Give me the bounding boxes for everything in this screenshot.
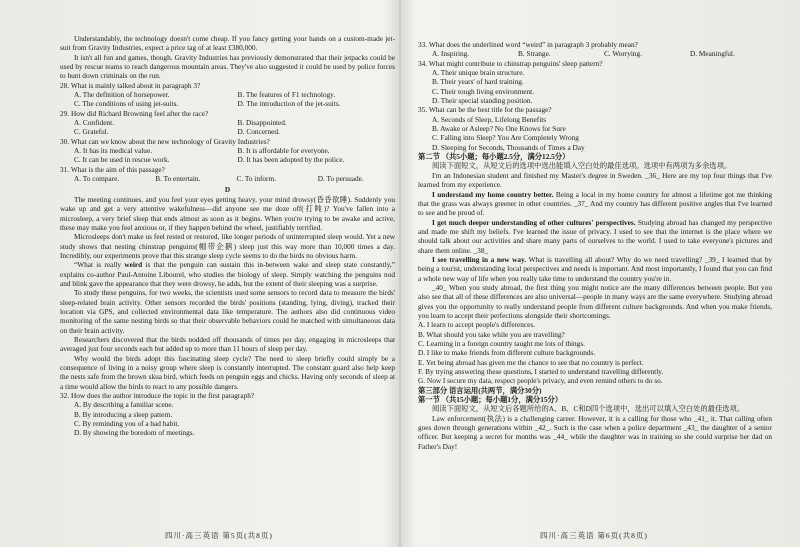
passage-d-quote-paragraph — [60, 260, 395, 288]
option: D. It has been adopted by the police. — [237, 155, 345, 165]
question-30: 30. What can we know about the new technology of Gravity Industries? — [60, 136, 270, 146]
topic-sentence: I see travelling in a new way. — [432, 254, 527, 264]
section1-instructions: 阅读下面短文，从短文后各题所给的A、B、C和D四个选项中，选出可以填入空白处的最佳选项。 — [432, 404, 745, 414]
option: D. To persuade. — [317, 174, 364, 184]
options-35 — [418, 115, 772, 152]
answer-choices — [418, 320, 772, 385]
option: B. It is affordable for everyone. — [237, 146, 330, 156]
option: C. To inform. — [236, 174, 276, 184]
article-paragraph-3 — [418, 255, 772, 283]
passage-d-paragraph: The meeting continues, and you feel your eyes getting heavy, your mind drowsy(昏昏欲睡). Suddenly you wake up and get a very attentive wakefulness—did anyone see me doze off(打盹)? You've fallen into a microsleep, a very brief sleep that ends almost as soon as it begins. When you're trying to be awake and active, these may make you feel anxious or, if they happen behind the wheel, justifiably terrified. — [60, 194, 395, 232]
section1-title: 第一节 （共15小题；每小题1分，满分15分） — [418, 395, 563, 405]
options-32 — [60, 400, 395, 437]
paragraph-text: What is travelling all about? Why do we need travelling? _39_ I learned that by being a tourist, understanding local perspectives and needs is important. And most importantly, I found that you can find a whole new way of life when you really take time to understand the country you're in. — [418, 254, 773, 283]
option: D. Meaningful. — [690, 49, 735, 59]
option: A. Confident. — [74, 118, 114, 128]
left-page-footer: 四川·高三英语 第5页(共8页) — [165, 531, 273, 540]
option: A. By describing a familiar scene. — [74, 400, 174, 410]
option: B. Awake or Asleep? No One Knows for Sure — [432, 124, 566, 134]
option: C. Their tough living environment. — [432, 86, 535, 96]
options-29 — [60, 118, 395, 137]
topic-sentence: I understand my home country better. — [432, 189, 554, 199]
option: A. Inspiring. — [432, 49, 470, 59]
question-28: 28. What is mainly talked about in paragraph 3? — [60, 80, 201, 90]
passage-d-paragraph: To study these penguins, for two weeks, the scientists used some sensors to record data to measure the birds' sleep-related brain activity. Other sensors recorded the birds' positions (standing, lying, diving), tracked their location via GPS, and collected environmental data like temperature. The authors also did continuous video monitoring of the same nesting birds so that their observable behaviors could be matched with simultaneous data on their brain activity. — [60, 288, 395, 335]
option: D. Concerned. — [237, 127, 280, 137]
article-paragraph-1 — [418, 190, 772, 218]
option: A. Their unique brain structure. — [432, 68, 525, 78]
choice: G. Now I secure my data, respect people's privacy, and even remind others to do so. — [418, 376, 663, 386]
quote-rest: is that the penguin can sustain this in-between wake and sleep state constantly,” explains co-author Paul-Antoine Libourel, who studies the biology of sleep. Simply watching the penguins nod and blink gave the appearance that they were drowsy, he adds, but the extent of their sleeping was a surprise. — [60, 260, 395, 288]
choice: D. I like to make friends from different culture backgrounds. — [418, 348, 596, 358]
option: A. To compare. — [74, 174, 120, 184]
choice: B. What should you take while you are travelling? — [418, 329, 565, 339]
passage-d-paragraph: Researchers discovered that the birds nodded off thousands of times per day, engaging in microsleeps that averaged just four seconds each but added up to more than 11 hours of sleep per day. — [60, 335, 395, 354]
question-34: 34. What might contribute to chinstrap penguins' sleep pattern? — [418, 58, 603, 68]
paragraph-text: Studying abroad has changed my perspective and made me shift my beliefs. I've learned the issue of privacy. I used to see that the internet is the place where we should talk about our activities and share many parts of ourselves to the world. I used to take everyone's pictures and share them online. _38_ — [418, 217, 772, 255]
intro-paragraph: Understandably, the technology doesn't come cheap. If you fancy getting your hands on a custom-made jet-suit from Gravity Industries, expect a price tag of at least £380,000. — [60, 34, 395, 53]
part3-title: 第三部分 语言运用(共两节，满分30分) — [418, 385, 542, 395]
passage-d-paragraph: Why would the birds adopt this fascinating sleep cycle? The need to sleep briefly could simply be a consequence of living in a noisy group where sleep is constantly interrupted. The constant guard also help keep the nests safe from the brown skua bird, which feeds on penguin eggs and chicks. Having only seconds of sleep at a time would allow the birds to react to any possible dangers. — [60, 353, 395, 391]
option: B. To entertain. — [155, 174, 201, 184]
options-31 — [60, 174, 395, 183]
underlined-word: weird — [124, 260, 143, 270]
option: B. Their years' of hard training. — [432, 77, 524, 87]
option: C. Falling into Sleep? You Are Completely Wrong — [432, 133, 579, 143]
option: B. The features of F1 technology. — [237, 90, 336, 100]
option: C. The conditions of using jet-suits. — [74, 99, 179, 109]
article-intro: I'm an Indonesian student and finished my Master's degree in Sweden. _36_ Here are my top four things that I've learned from my experience. — [418, 170, 772, 190]
page-fold — [399, 0, 401, 547]
option: A. It has its medical value. — [74, 146, 153, 156]
option: D. The introduction of the jet-suits. — [237, 99, 341, 109]
right-page-footer: 四川·高三英语 第6页(共8页) — [540, 531, 648, 540]
option: D. Sleeping for Seconds, Thousands of Times a Day — [432, 142, 585, 152]
question-35: 35. What can be the best title for the passage? — [418, 105, 552, 115]
option: D. By showing the boredom of meetings. — [74, 428, 195, 438]
question-31: 31. What is the aim of this passage? — [60, 164, 165, 174]
left-page — [60, 34, 395, 547]
question-33: 33. What does the underlined word “weird” in paragraph 3 probably mean? — [418, 40, 638, 49]
option: B. By introducing a sleep pattern. — [74, 409, 173, 419]
choice: E. Yet being abroad has given me the chance to see that no country is perfect. — [418, 357, 644, 367]
passage-d-paragraph: Microsleeps don't make us feel rested or restored, like longer periods of uninterrupted sleep would. Yet a new study shows that nesting chinstrap penguins(帽带企鹅) sleep just this way more than 10,000 times a day. Incredibly, our experiments prove that this strange sleep cycle seems to do the birds no obvious harm. — [60, 232, 395, 260]
question-32: 32. How does the author introduce the topic in the first paragraph? — [60, 391, 255, 401]
choice: F. By trying answering these questions, I started to understand travelling differently. — [418, 367, 664, 377]
options-28 — [60, 90, 395, 109]
option: C. Worrying. — [604, 49, 642, 59]
paragraph-text: Being a local in my home country for almost a lifetime got me thinking that the grass was always greener in other countries. _37_ And my country has different positive angles that I've learned to see and be proud of. — [418, 189, 772, 218]
question-29: 29. How did Richard Browning feel after the race? — [60, 108, 209, 118]
option: B. Strange. — [518, 49, 551, 59]
option: C. Grateful. — [74, 127, 109, 137]
cloze-passage: Law enforcement(执法) is a challenging career. However, it is a calling for those who _41_ it. That calling often goes down through generations within _42_. Such is the case when a police department _43_ the daughter of a senior officer. But keeping a secret for months was _44_ while the daughter was in training so she could surprise her dad on Father's Day! — [418, 413, 772, 451]
quote-start: “What is really — [74, 260, 125, 270]
part2-title: 第二节 （共5小题；每小题2.5分，满分12.5分） — [418, 152, 570, 162]
option: D. Their special standing position. — [432, 96, 533, 106]
choice: A. I learn to accept people's differences. — [418, 320, 536, 330]
option: C. It can be used in rescue work. — [74, 155, 170, 165]
choice: C. Learning in a foreign country taught me lots of things. — [418, 339, 585, 348]
part2-instructions: 阅读下面短文，从短文后的选项中选出能填入空白处的最佳选项。选项中有两项为多余选项。 — [432, 161, 732, 171]
options-33 — [418, 49, 772, 58]
intro-paragraph: It isn't all fun and games, though. Gravity Industries has previously demonstrated that their jetpacks could be used by rescue teams to reach dangerous mountain areas. They've also suggested it could be used by police forces to hunt down criminals on the run. — [60, 52, 395, 81]
article-paragraph-2 — [418, 218, 772, 255]
right-page — [418, 40, 772, 547]
option: C. By reminding you of a bad habit. — [74, 419, 180, 429]
option: B. Disappointed. — [237, 118, 287, 128]
section-d-heading: D — [224, 184, 231, 194]
option: A. Seconds of Sleep, Lifelong Benefits — [432, 114, 547, 124]
topic-sentence: I get much deeper understanding of other cultures' perspectives. — [432, 217, 636, 227]
options-30 — [60, 146, 395, 165]
article-paragraph-4: _40_ When you study abroad, the first thing you might notice are the many differences between people. But you also see that all of these differences are also universal—people in many ways are the same everywhere. Studying abroad gives you the opportunity to really understand people from different culture backgrounds. And when you make friends, you learn to accept their perfections alongside their shortcomings. — [418, 282, 772, 320]
option: A. The definition of horsepower. — [74, 90, 170, 100]
options-34 — [418, 68, 772, 105]
